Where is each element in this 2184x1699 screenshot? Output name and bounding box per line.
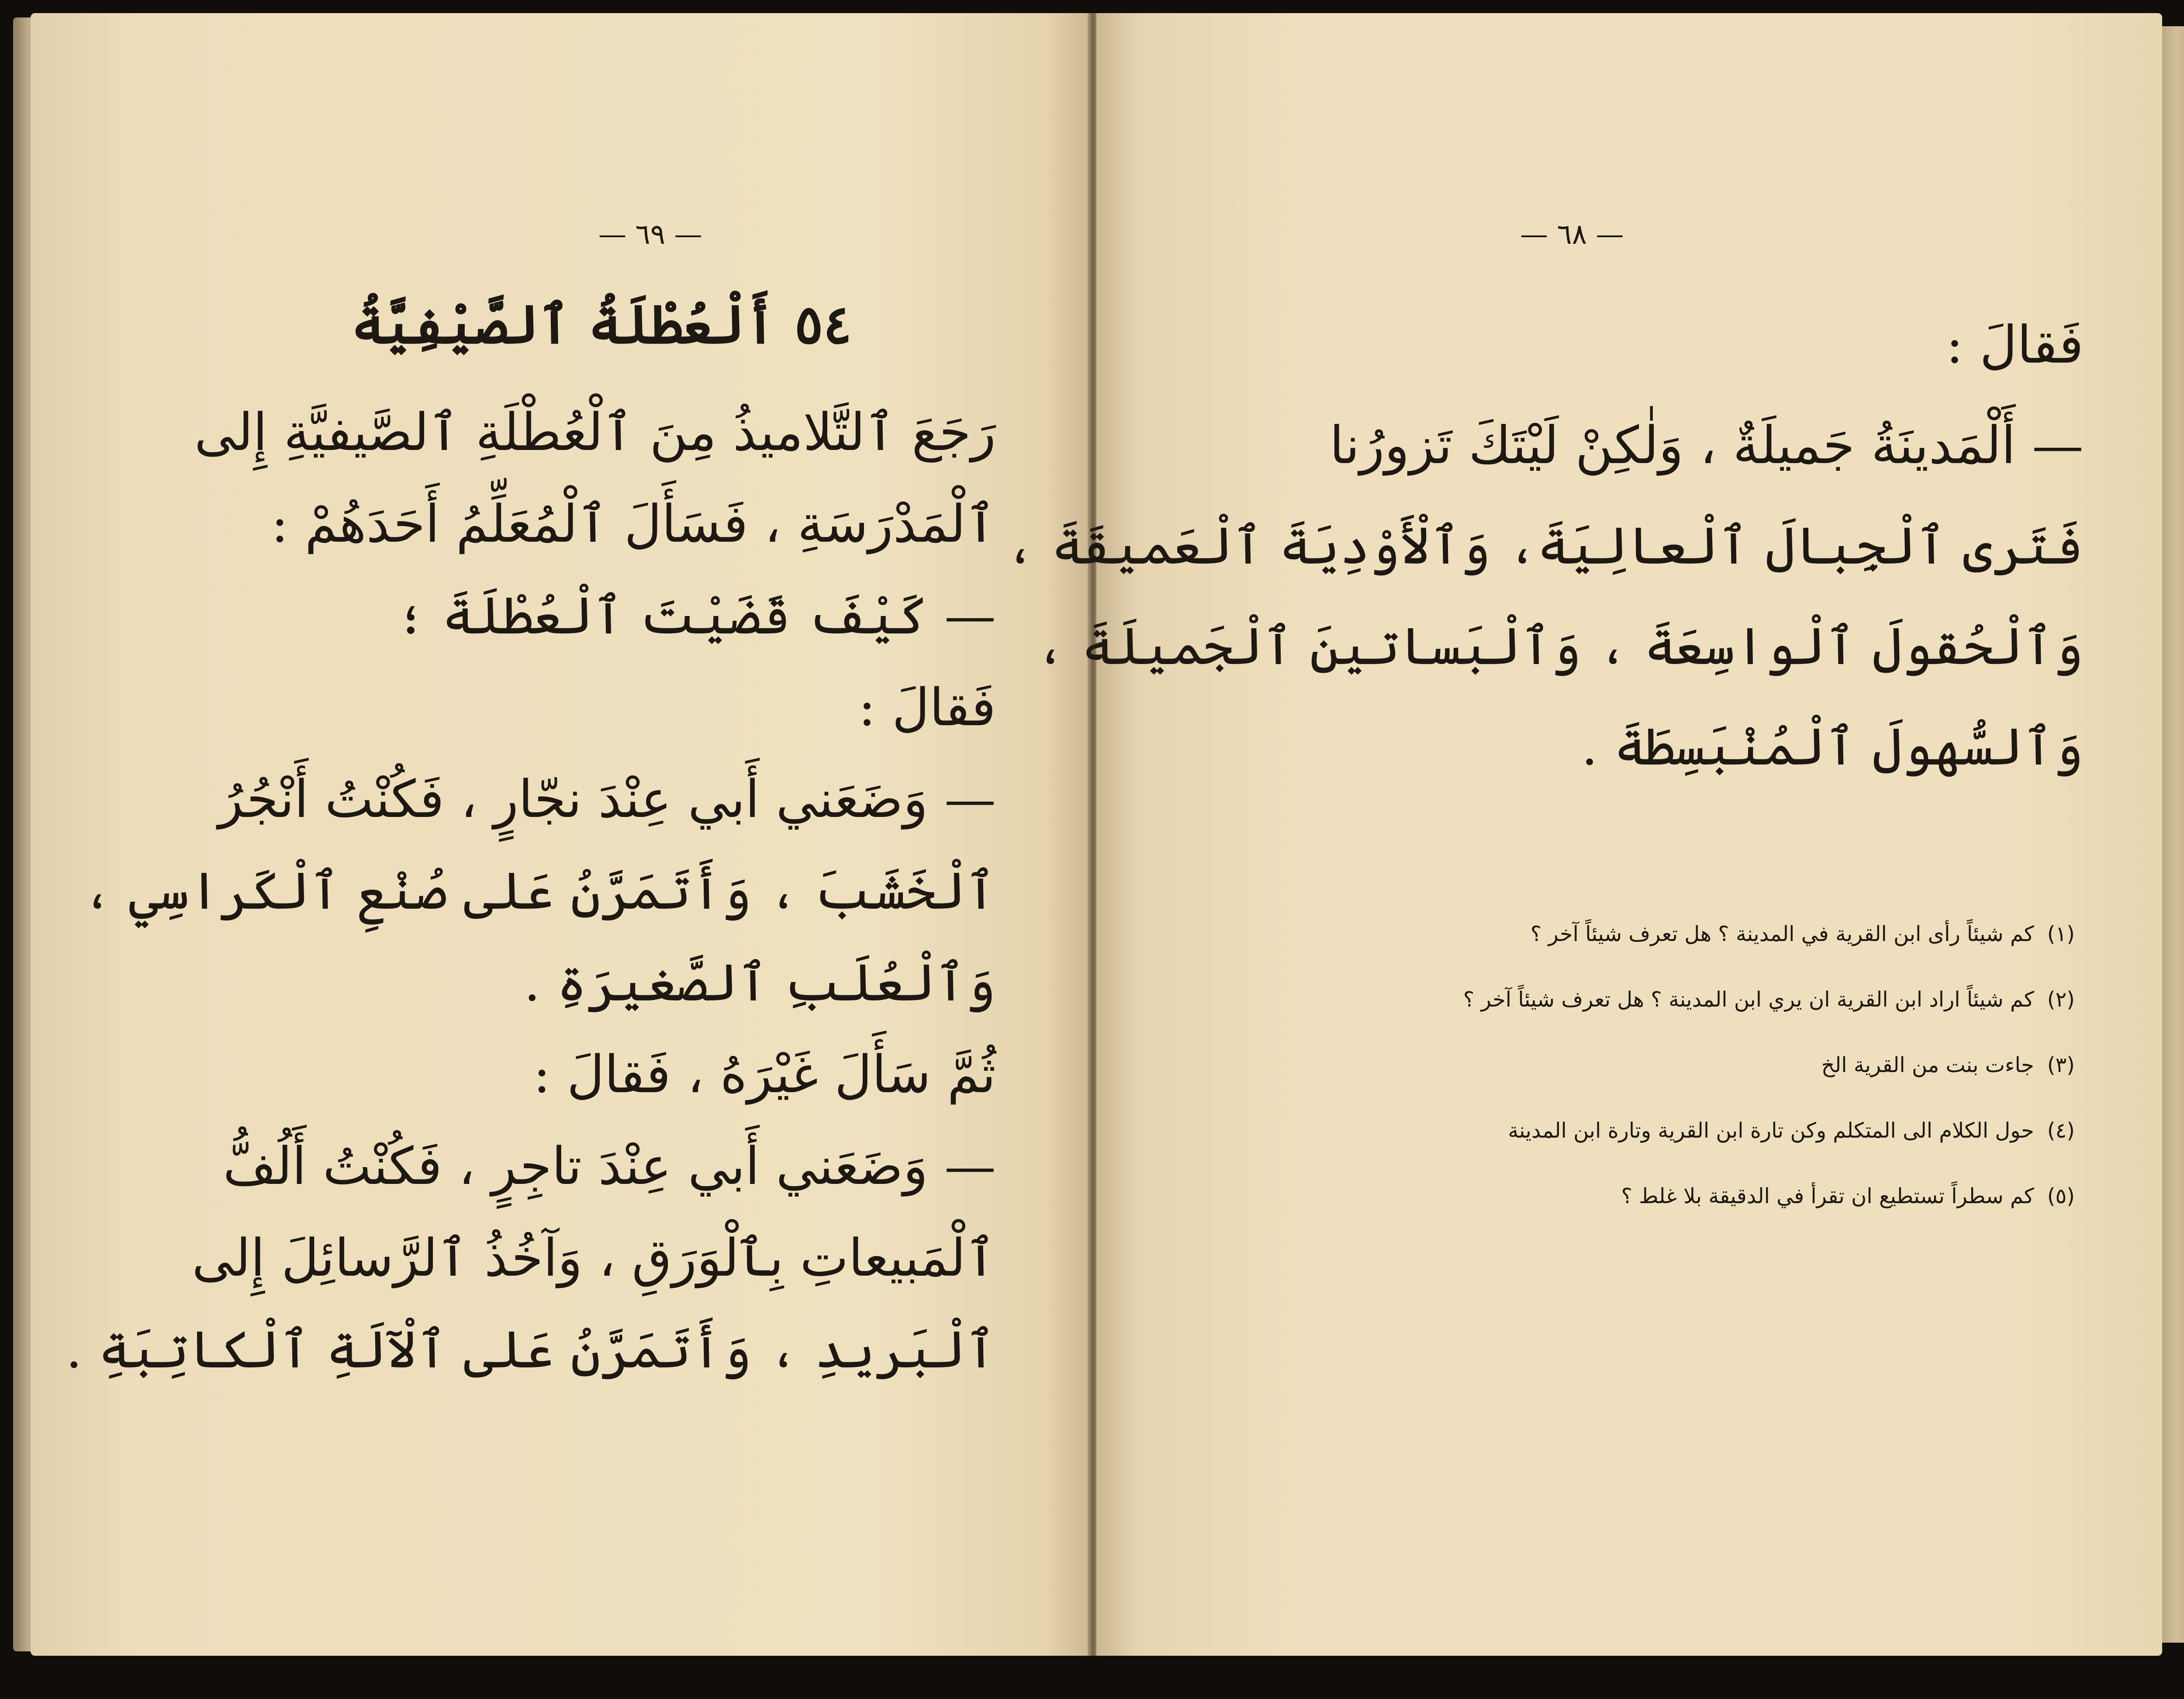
text-line-1: رَجَعَ ٱلتَّلاميذُ مِنَ ٱلْعُطْلَةِ ٱلصَّيفيَّةِ إِلى xyxy=(194,402,996,462)
question-number: (١) xyxy=(2047,922,2075,946)
exercise-question-2 xyxy=(1463,987,2075,1012)
question-text: كم شيئاً اراد ابن القرية ان يري ابن المدينة ؟ هل تعرف شيئاً آخر ؟ xyxy=(1463,987,2034,1012)
text-line-4: فَقالَ : xyxy=(858,677,996,737)
text-line-2: ٱلْمَدْرَسَةِ ، فَسَأَلَ ٱلْمُعَلِّمُ أَحَدَهُمْ : xyxy=(271,494,996,554)
question-number: (٣) xyxy=(2047,1053,2075,1077)
text-line-2: — أَلْمَدينَةُ جَميلَةٌ ، وَلٰكِنْ لَيْتَكَ تَزورُنا xyxy=(1329,415,2084,475)
page-number-68: — ٦٨ — xyxy=(1520,218,1624,251)
question-number: (٥) xyxy=(2047,1184,2075,1208)
exercise-question-1 xyxy=(1531,922,2075,946)
text-line-10: ٱلْمَبيعاتِ بِٱلْوَرَقِ ، وَآخُذُ ٱلرَّسائِلَ إِلى xyxy=(192,1228,996,1288)
text-line-5: وَٱلسُّهولَ ٱلْمُنْبَسِطَةَ . xyxy=(1581,716,2084,777)
text-line-4: وَٱلْحُقولَ ٱلْواسِعَةَ ، وَٱلْبَساتينَ ٱلْجَميلَةَ ، xyxy=(1035,616,2084,676)
question-text: جاءت بنت من القرية الخ xyxy=(1821,1053,2034,1077)
text-line-9: — وَضَعَني أَبي عِنْدَ تاجِرٍ ، فَكُنْتُ أَلُفُّ xyxy=(223,1136,996,1196)
question-number: (٤) xyxy=(2047,1118,2075,1143)
text-line-3: فَتَرى ٱلْجِبالَ ٱلْعالِيَةَ، وَٱلْأَوْدِيَةَ ٱلْعَميقَةَ ، xyxy=(1005,516,2084,576)
exercise-question-5 xyxy=(1621,1184,2075,1208)
lesson-heading: ٥٤ أَلْعُطْلَةُ ٱلصَّيْفِيَّةُ xyxy=(351,293,852,356)
right-page xyxy=(1005,13,2162,1656)
text-line-5: — وَضَعَني أَبي عِنْدَ نجّارٍ ، فَكُنْتُ أَنْجُرُ xyxy=(218,769,996,829)
question-text: حول الكلام الى المتكلم وكن تارة ابن القرية وتارة ابن المدينة xyxy=(1508,1118,2034,1143)
exercise-question-3 xyxy=(1821,1053,2075,1077)
left-page xyxy=(31,13,1088,1656)
text-line-1: فَقالَ : xyxy=(1946,315,2084,375)
exercise-question-4 xyxy=(1508,1118,2075,1143)
text-line-11: ٱلْبَريدِ ، وَأَتَمَرَّنُ عَلى ٱلْآلَةِ ٱلْكاتِبَةِ . xyxy=(66,1319,996,1380)
question-number: (٢) xyxy=(2047,987,2075,1012)
question-text: كم شيئاً رأى ابن القرية في المدينة ؟ هل تعرف شيئاً آخر ؟ xyxy=(1530,922,2034,946)
text-line-3: — كَيْفَ قَضَيْتَ ٱلْعُطْلَةَ ؛ xyxy=(395,585,996,646)
text-line-6: ٱلْخَشَبَ ، وَأَتَمَرَّنُ عَلى صُنْعِ ٱلْكَراسِي ، xyxy=(82,861,996,921)
text-line-8: ثُمَّ سَأَلَ غَيْرَهُ ، فَقالَ : xyxy=(533,1044,996,1104)
question-text: كم سطراً تستطيع ان تقرأ في الدقيقة بلا غلط ؟ xyxy=(1621,1184,2034,1208)
text-line-7: وَٱلْعُلَبِ ٱلصَّغيرَةِ . xyxy=(524,952,996,1013)
page-number-69: — ٦٩ — xyxy=(598,218,702,251)
